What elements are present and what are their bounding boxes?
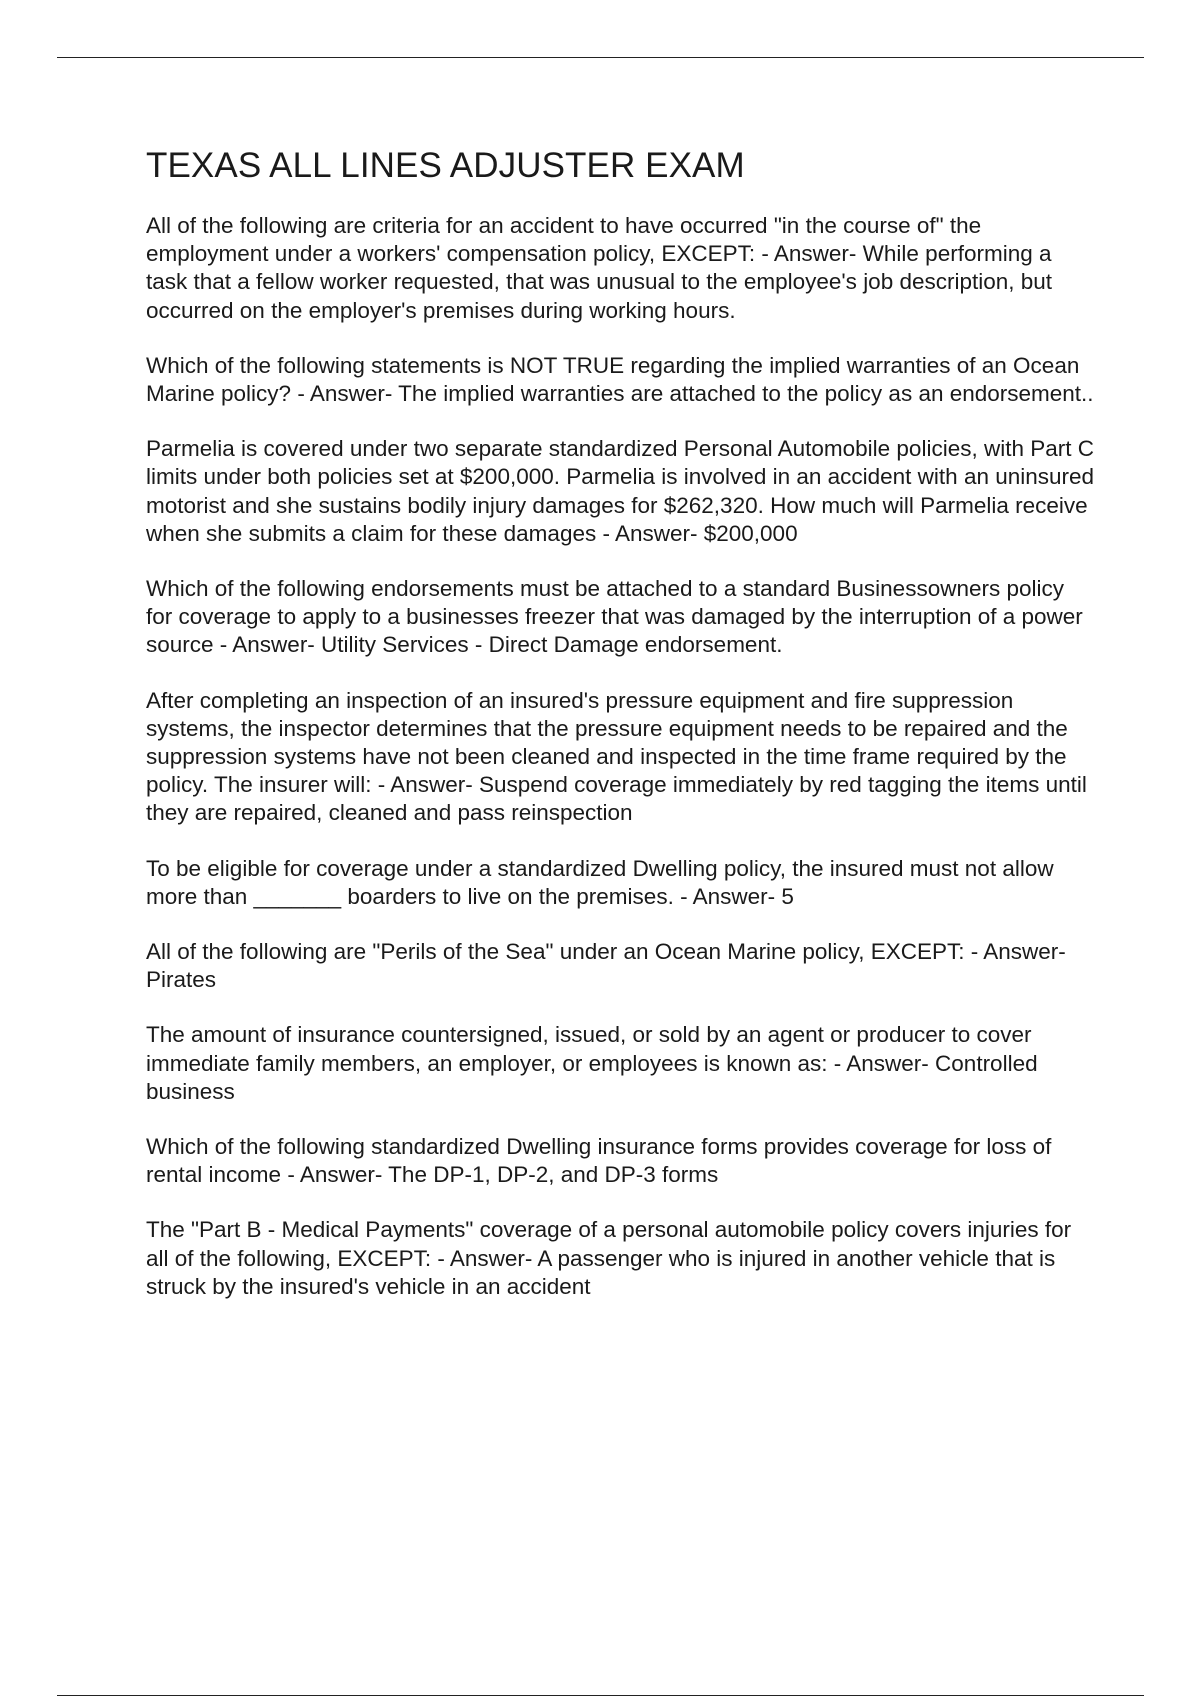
qa-entry: All of the following are "Perils of the Sea" under an Ocean Marine policy, EXCEPT: - Answer- Pirates	[146, 939, 1066, 993]
qa-entry: Which of the following standardized Dwelling insurance forms provides coverage for loss of rental income - Answer- The DP-1, DP-2, and DP-3 forms	[146, 1134, 1052, 1188]
page-title: TEXAS ALL LINES ADJUSTER EXAM	[146, 146, 745, 185]
qa-entry: Parmelia is covered under two separate standardized Personal Automobile policies, with Part C limits under both policies set at $200,000. Parmelia is involved in an accident with an uninsured motorist and she sustains bodily injury damages for $262,320. How much will Parmelia receive when she submits a claim for these damages - Answer- $200,000	[146, 436, 1095, 546]
header-rule	[57, 57, 1144, 58]
qa-entry: The "Part B - Medical Payments" coverage of a personal automobile policy covers injuries for all of the following, EXCEPT: - Answer- A passenger who is injured in another vehicle that is struck by the insured's vehicle in an accident	[146, 1217, 1072, 1299]
qa-entry: To be eligible for coverage under a standardized Dwelling policy, the insured must not allow more than _______ boarders to live on the premises. - Answer- 5	[146, 855, 1054, 909]
qa-entry: The amount of insurance countersigned, issued, or sold by an agent or producer to cover immediate family members, an employer, or employees is known as: - Answer- Controlled business	[146, 1022, 1038, 1104]
qa-entry: After completing an inspection of an insured's pressure equipment and fire suppression systems, the inspector determines that the pressure equipment needs to be repaired and the suppression systems have not been cleaned and inspected in the time frame required by the policy. The insurer will: - Answer- Suspend coverage immediately by red tagging the items until they are repaired, cleaned and pass reinspection	[146, 687, 1087, 826]
footer-rule	[57, 1695, 1144, 1696]
qa-entry: Which of the following endorsements must be attached to a standard Businessowners policy for coverage to apply to a businesses freezer that was damaged by the interruption of a power source - Answer- Utility Services - Direct Damage endorsement.	[146, 576, 1083, 658]
qa-entry: Which of the following statements is NOT TRUE regarding the implied warranties of an Ocean Marine policy? - Answer- The implied warranties are attached to the policy as an endorsement..	[146, 352, 1094, 407]
qa-entry: All of the following are criteria for an accident to have occurred "in the course of" the employment under a workers' compensation policy, EXCEPT: - Answer- While performing a task that a fellow worker requested, that was unusual to the employee's job description, but occurred on the employer's premises during working hours.	[146, 213, 1053, 323]
page-content	[146, 142, 1096, 1328]
